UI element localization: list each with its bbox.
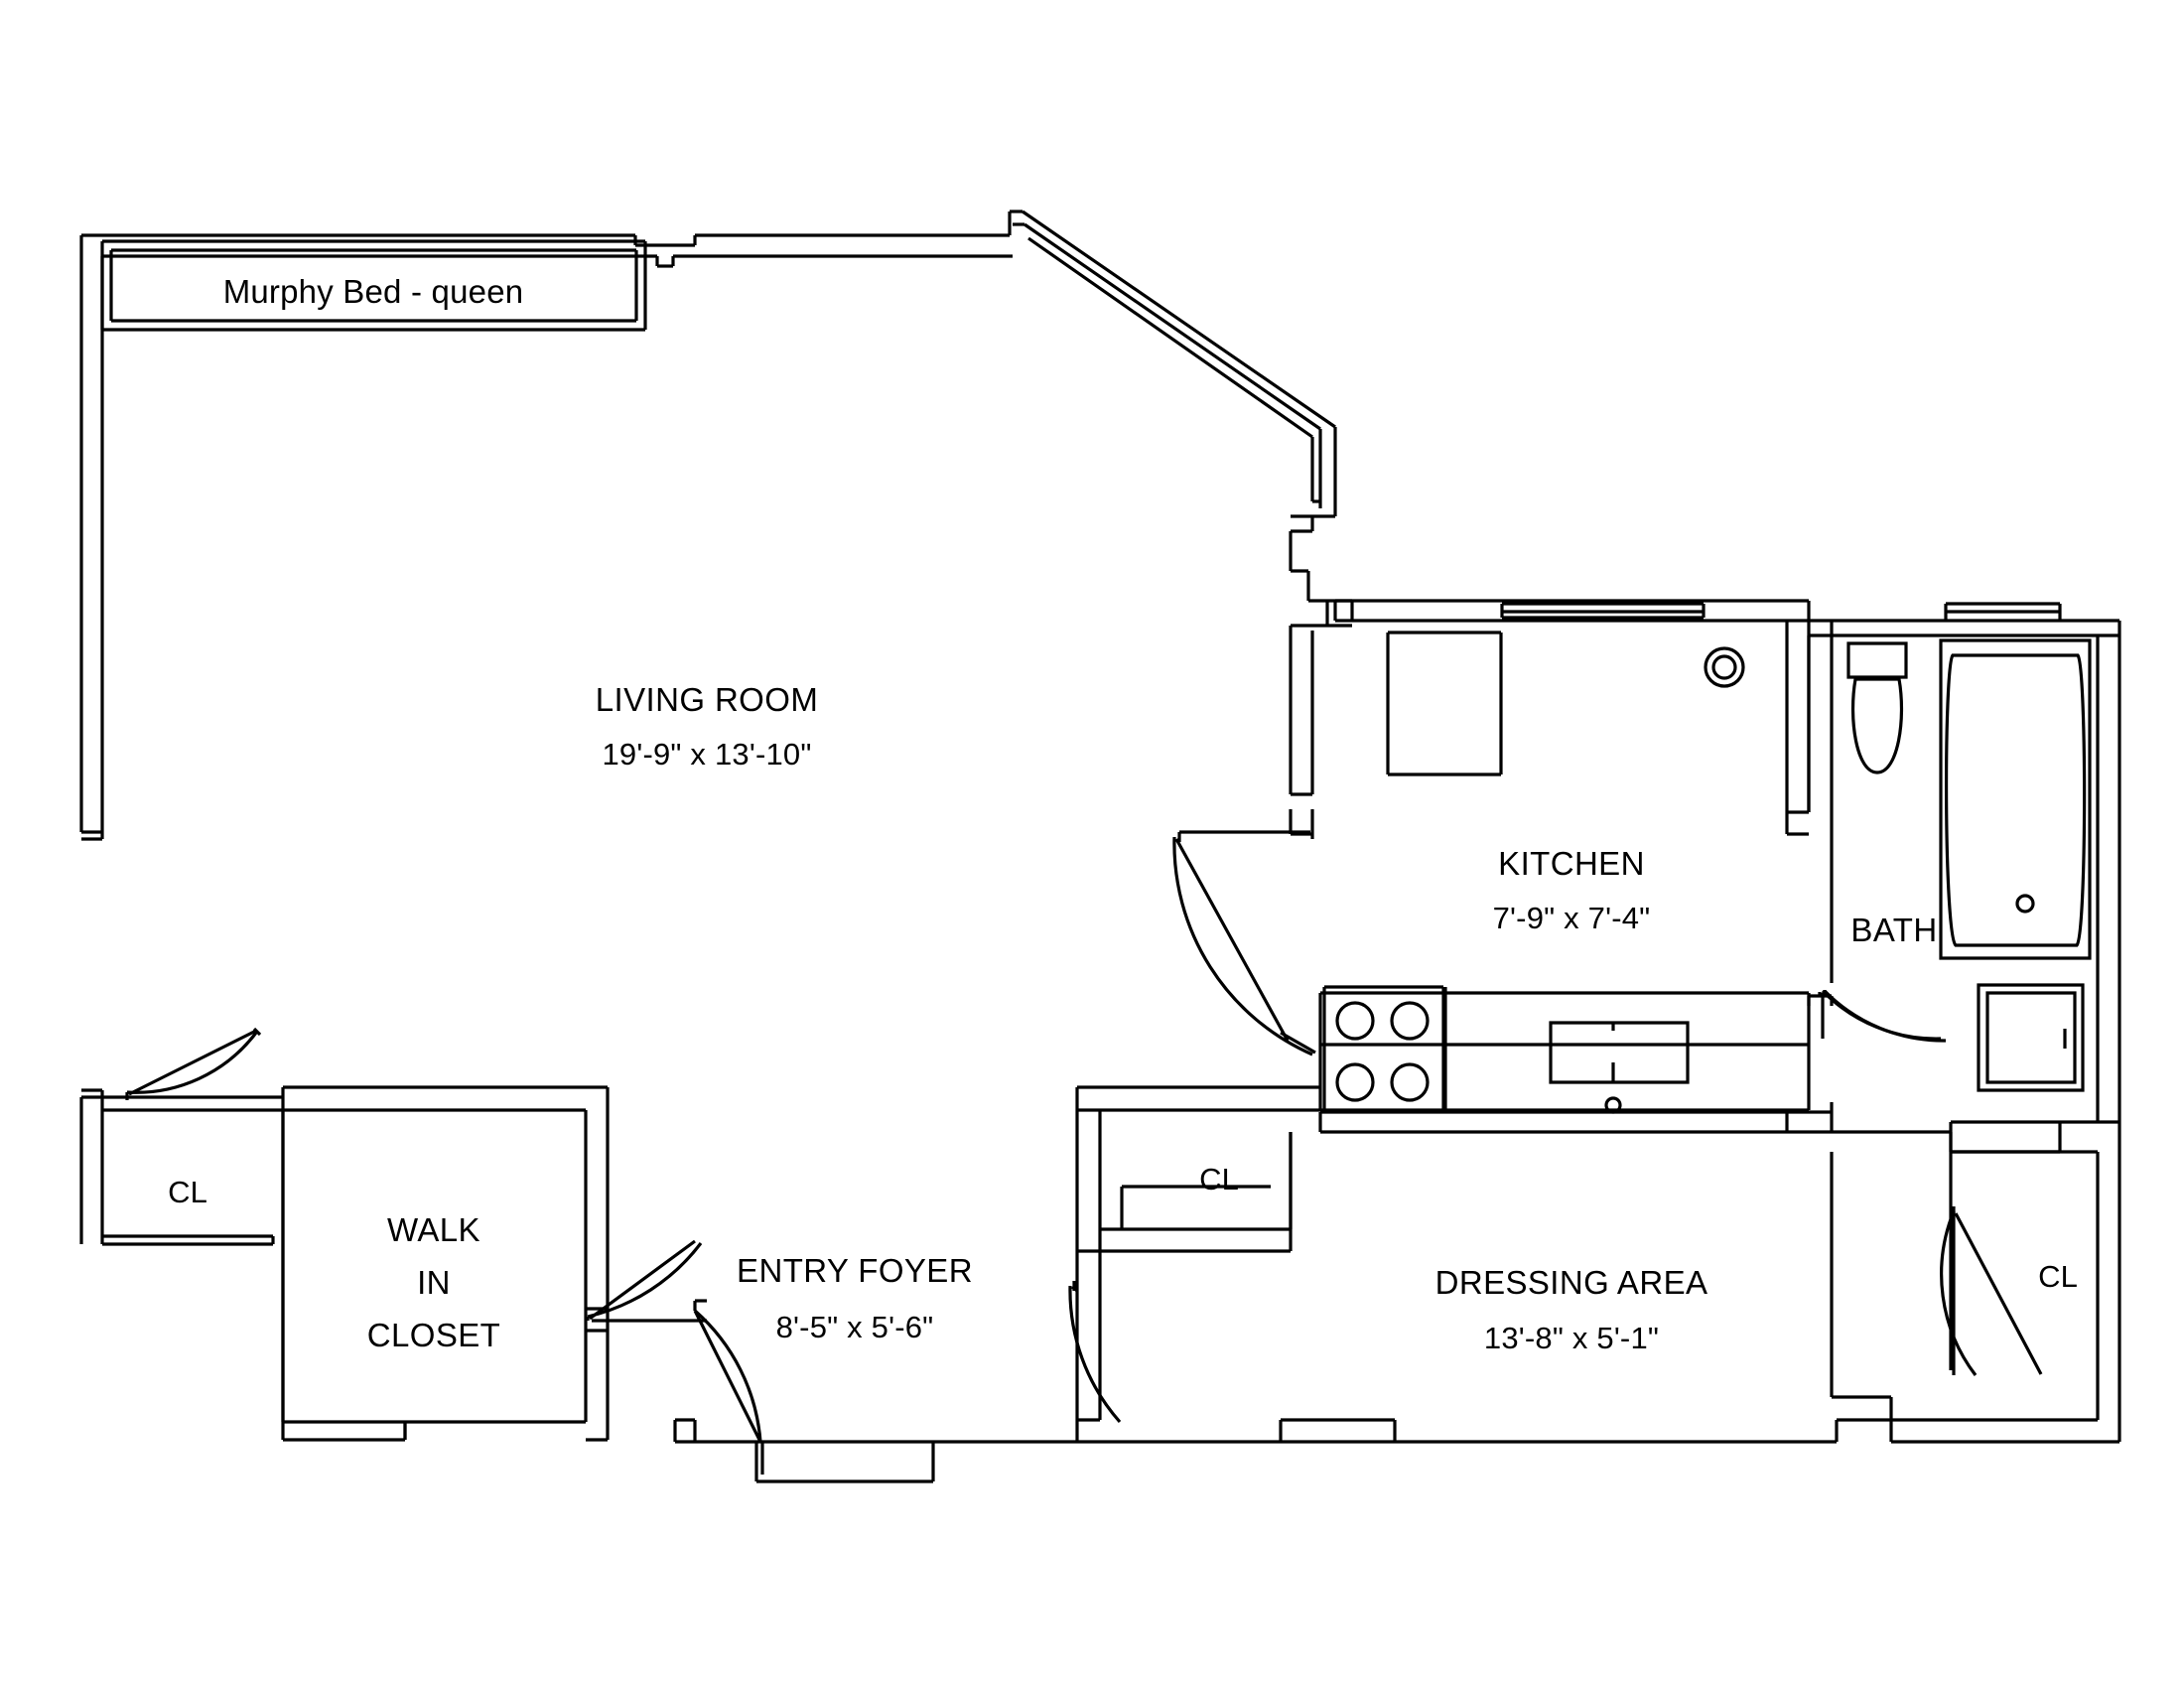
walk-in-closet-label-line2: IN (417, 1263, 451, 1301)
kitchen-door (1174, 832, 1315, 1055)
living-room-dimensions: 19'-9" x 13'-10" (602, 737, 812, 773)
bath-door (1809, 990, 1946, 1041)
living-room-label: LIVING ROOM (595, 680, 819, 718)
walk-in-closet-walls (283, 1087, 701, 1440)
closet-left-walls (102, 1029, 283, 1244)
bath-label: BATH (1850, 911, 1938, 948)
bath-walls (1809, 604, 2119, 1152)
closet-left-label: CL (168, 1175, 207, 1210)
walk-in-closet-label-line1: WALK (387, 1210, 480, 1248)
closet-center-label: CL (1199, 1162, 1239, 1197)
murphy-bed-label: Murphy Bed - queen (222, 272, 524, 310)
kitchen-counter-and-range (1320, 987, 1809, 1112)
kitchen-dimensions: 7'-9" x 7'-4" (1492, 901, 1651, 936)
exterior-wall-outline (81, 211, 1335, 1244)
dressing-area-label: DRESSING AREA (1434, 1263, 1708, 1301)
walk-in-closet-label-line3: CLOSET (366, 1316, 501, 1353)
entry-foyer-label: ENTRY FOYER (737, 1251, 973, 1289)
entry-foyer-dimensions: 8'-5" x 5'-6" (775, 1310, 934, 1345)
kitchen-exterior-walls (1327, 601, 1809, 834)
kitchen-label: KITCHEN (1498, 844, 1645, 882)
closet-right-label: CL (2038, 1259, 2078, 1295)
dressing-area-dimensions: 13'-8" x 5'-1" (1483, 1321, 1660, 1356)
